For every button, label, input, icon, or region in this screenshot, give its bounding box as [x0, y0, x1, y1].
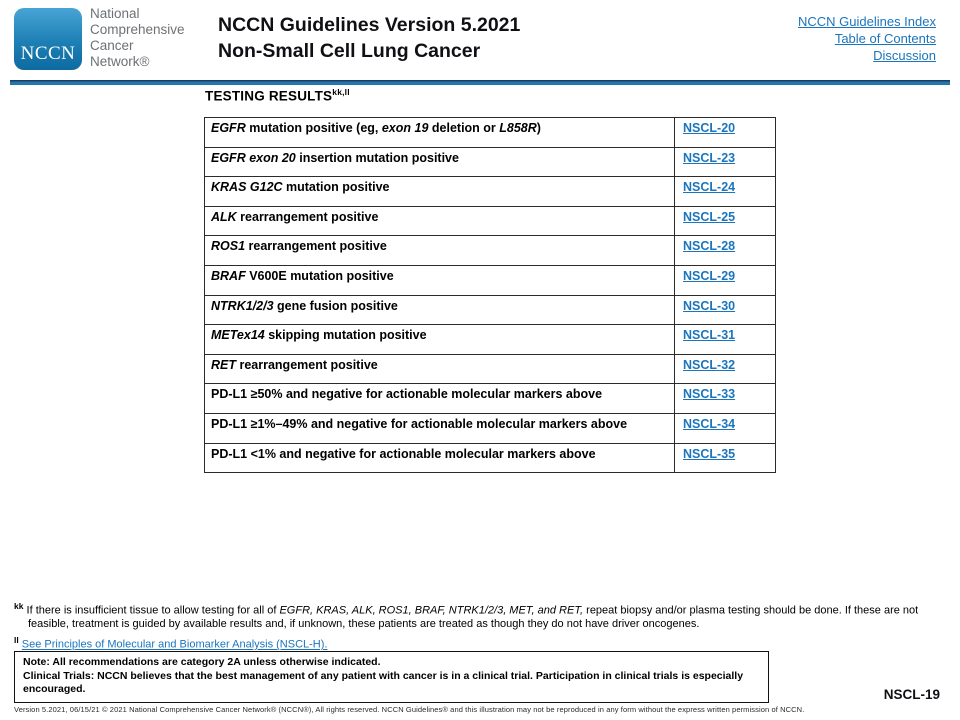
test-result-label: RET rearrangement positive [205, 354, 675, 384]
test-result-label: EGFR exon 20 insertion mutation positive [205, 147, 675, 177]
testing-results-table-body [205, 118, 776, 473]
guidelines-index-link[interactable]: NCCN Guidelines Index [797, 14, 936, 29]
nscl-page-link[interactable]: NSCL-23 [683, 150, 736, 165]
footer-version-text: Version 5.2021, 06/15/21 © 2021 National Comprehensive Cancer Network® (NCCN®), All rights reserved. NCCN Guidelines® and this illustration may not be reproduced in any form without the express written permission of NCCN. [14, 705, 805, 714]
nscl-page-link[interactable]: NSCL-30 [683, 298, 736, 313]
test-result-label: NTRK1/2/3 gene fusion positive [205, 295, 675, 325]
header-divider-rule [10, 80, 950, 85]
test-result-label: PD-L1 ≥50% and negative for actionable molecular markers above [205, 384, 675, 414]
table-row [205, 147, 776, 177]
section-heading-text: TESTING RESULTS [205, 88, 333, 104]
table-row [205, 295, 776, 325]
section-heading-footnote-marker: kk,ll [332, 87, 350, 97]
nscl-link-cell [675, 384, 776, 414]
test-result-label: ROS1 rearrangement positive [205, 236, 675, 266]
nscl-page-link[interactable]: NSCL-33 [683, 387, 736, 402]
logo-name-line: Comprehensive [90, 22, 185, 37]
footnote-kk-text: If there is insufficient tissue to allow testing for all of EGFR, KRAS, ALK, ROS1, BRAF, NTRK1/2/3, MET, and RET, repeat biopsy and/or plasma testing should be done. If these are not feasible, treatment is guided by available results and, if unknown, these patients are treated as though they do not have driver oncogenes. [26, 604, 919, 631]
table-row [205, 118, 776, 148]
nscl-page-link[interactable]: NSCL-28 [683, 239, 736, 254]
clinical-trials-line: Clinical Trials: NCCN believes that the best management of any patient with cancer is in a clinical trial. Participation in clinical trials is especially encouraged. [23, 669, 744, 695]
table-row [205, 265, 776, 295]
nscl-link-cell [675, 325, 776, 355]
nscl-page-link[interactable]: NSCL-34 [683, 416, 736, 431]
table-row [205, 413, 776, 443]
footnote-ll-marker: ll [14, 635, 19, 646]
nscl-page-link[interactable]: NSCL-24 [683, 180, 736, 195]
nscl-page-link[interactable]: NSCL-32 [683, 357, 736, 372]
testing-results-table [204, 117, 776, 473]
table-row [205, 384, 776, 414]
logo-name-line: Cancer [90, 38, 134, 53]
note-line: Note: All recommendations are category 2A unless otherwise indicated. [23, 656, 381, 668]
guidelines-version-title: NCCN Guidelines Version 5.2021 [218, 14, 521, 36]
nscl-page-link[interactable]: NSCL-31 [683, 328, 736, 343]
table-row [205, 177, 776, 207]
test-result-label: KRAS G12C mutation positive [205, 177, 675, 207]
nccn-logo-name [90, 6, 185, 70]
nccn-logo [14, 8, 82, 70]
table-row [205, 206, 776, 236]
note-box [14, 651, 769, 703]
table-row [205, 236, 776, 266]
table-row [205, 443, 776, 473]
section-heading [205, 87, 350, 104]
nscl-link-cell [675, 265, 776, 295]
nscl-link-cell [675, 118, 776, 148]
nscl-link-cell [675, 354, 776, 384]
nscl-link-cell [675, 443, 776, 473]
page-title [218, 12, 520, 64]
test-result-label: PD-L1 <1% and negative for actionable molecular markers above [205, 443, 675, 473]
logo-name-line: National [90, 6, 140, 21]
nscl-page-link[interactable]: NSCL-20 [683, 121, 736, 135]
discussion-link[interactable]: Discussion [873, 48, 936, 63]
test-result-label: BRAF V600E mutation positive [205, 265, 675, 295]
table-row [205, 354, 776, 384]
page-number: NSCL-19 [883, 687, 940, 702]
test-result-label: PD-L1 ≥1%–49% and negative for actionable molecular markers above [205, 413, 675, 443]
cancer-type-title: Non-Small Cell Lung Cancer [218, 40, 481, 62]
footnotes [14, 600, 926, 653]
nscl-link-cell [675, 206, 776, 236]
test-result-label: METex14 skipping mutation positive [205, 325, 675, 355]
footnote-ll [14, 634, 926, 652]
table-row [205, 325, 776, 355]
nscl-link-cell [675, 177, 776, 207]
nscl-page-link[interactable]: NSCL-29 [683, 268, 736, 283]
nscl-link-cell [675, 147, 776, 177]
footnote-kk [14, 600, 926, 631]
molecular-biomarker-analysis-link[interactable]: See Principles of Molecular and Biomarker Analysis (NSCL-H). [21, 639, 328, 652]
footnote-kk-marker: kk [14, 601, 24, 611]
table-of-contents-link[interactable]: Table of Contents [834, 31, 936, 46]
nscl-link-cell [675, 236, 776, 266]
logo-name-line: Network® [90, 54, 150, 69]
nscl-page-link[interactable]: NSCL-35 [683, 446, 736, 461]
nccn-logo-text: NCCN [20, 43, 76, 64]
nscl-link-cell [675, 413, 776, 443]
header-links [798, 13, 936, 64]
nscl-page-link[interactable]: NSCL-25 [683, 209, 736, 224]
test-result-label: EGFR mutation positive (eg, exon 19 deletion or L858R) [205, 118, 675, 148]
nscl-link-cell [675, 295, 776, 325]
test-result-label: ALK rearrangement positive [205, 206, 675, 236]
